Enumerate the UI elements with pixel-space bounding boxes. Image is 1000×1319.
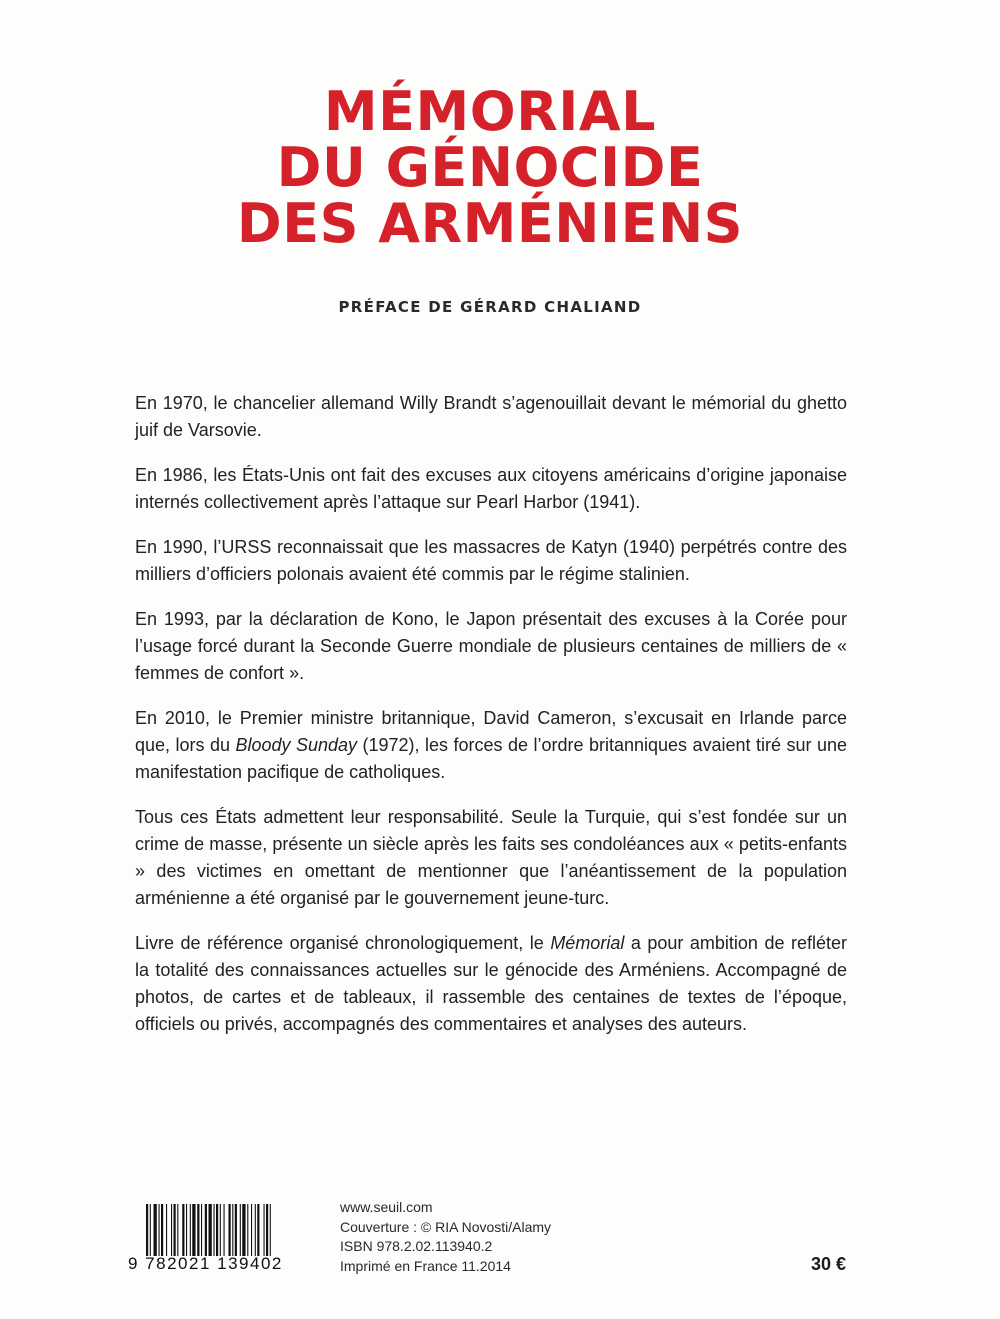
paragraph-5: [135, 705, 847, 786]
paragraph-7-italic: Mémorial: [550, 933, 625, 953]
barcode: [128, 1198, 318, 1280]
paragraph-7-after: a pour ambition de refléter la totalité des connaissances actuelles sur le génocide des Arméniens. Accompagné de photos, de cartes et de tableaux, il rassemble des centaines de textes de l’époque, officiels ou privés, accompagnés des commentaires et analyses des auteurs.: [135, 933, 847, 1034]
paragraph-5-after: (1972), les forces de l’ordre britanniques avaient tiré sur une manifestation pacifique de catholiques.: [135, 735, 848, 782]
paragraph-7-before: Livre de référence organisé chronologiquement, le: [135, 933, 551, 953]
book-title: [0, 80, 980, 255]
blurb-text: [135, 390, 847, 1056]
imprint-info: [340, 1198, 640, 1276]
printed-info: Imprimé en France 11.2014: [340, 1257, 511, 1274]
barcode-digits: 9 782021 139402: [128, 1254, 283, 1273]
paragraph-2: En 1986, les États-Unis ont fait des excuses aux citoyens américains d’origine japonaise internés collectivement après l’attaque sur Pearl Harbor (1941).: [135, 465, 847, 512]
paragraph-4: En 1993, par la déclaration de Kono, le Japon présentait des excuses à la Corée pour l’usage forcé durant la Seconde Guerre mondiale de plusieurs centaines de milliers de « femmes de confort ».: [135, 609, 847, 683]
paragraph-3: En 1990, l’URSS reconnaissait que les massacres de Katyn (1940) perpétrés contre des milliers d’officiers polonais avaient été commis par le régime stalinien.: [135, 537, 847, 584]
barcode-bars: [146, 1204, 316, 1256]
preface-credit: PRÉFACE DE GÉRARD CHALIAND: [338, 298, 642, 316]
paragraph-6: Tous ces États admettent leur responsabilité. Seule la Turquie, qui s’est fondée sur un crime de masse, présente un siècle après les faits ses condoléances aux « petits-enfants » des victimes en omettant de mentionner que l’anéantissement de la population arménienne a été organisé par le gouvernement jeune-turc.: [135, 807, 847, 908]
paragraph-5-before: En 2010, le Premier ministre britannique, David Cameron, s’excusait en Irlande parce que, lors du: [135, 708, 847, 755]
paragraph-5-italic: Bloody Sunday: [235, 735, 358, 755]
paragraph-1: En 1970, le chancelier allemand Willy Brandt s’agenouillait devant le mémorial du ghetto juif de Varsovie.: [135, 393, 847, 440]
title-line-1: MÉMORIAL: [323, 80, 657, 143]
cover-credit: Couverture : © RIA Novosti/Alamy: [340, 1218, 552, 1235]
paragraph-7: [135, 930, 847, 1038]
isbn: ISBN 978.2.02.113940.2: [340, 1238, 493, 1254]
title-line-2: DU GÉNOCIDE: [276, 136, 704, 199]
title-line-3: DES ARMÉNIENS: [236, 192, 744, 255]
website-link[interactable]: www.seuil.com: [340, 1199, 433, 1215]
price: 30 €: [810, 1254, 846, 1274]
